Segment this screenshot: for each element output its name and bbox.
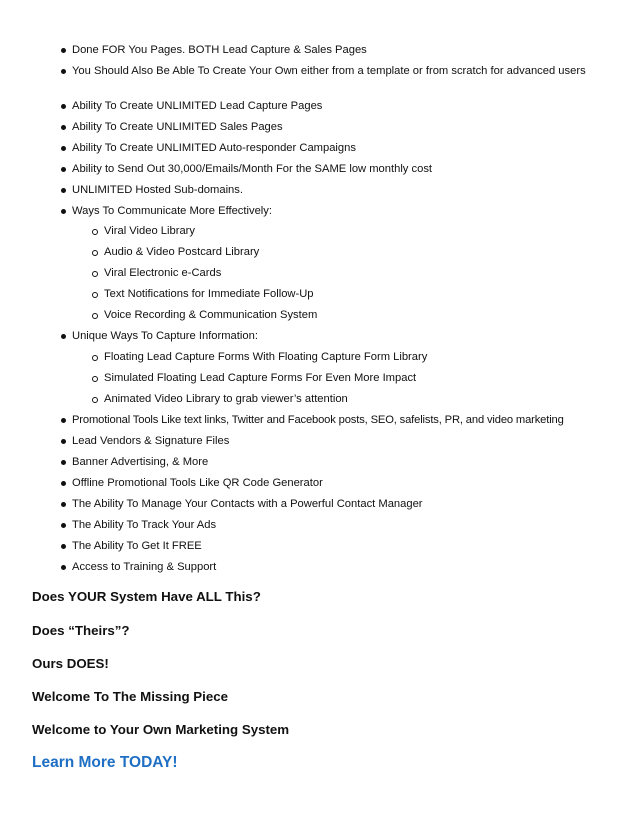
list-item: Promotional Tools Like text links, Twitter and Facebook posts, SEO, safelists, PR, and video marketing xyxy=(72,414,564,426)
bullet-icon xyxy=(61,146,66,151)
sub-list-item: Floating Lead Capture Forms With Floating Capture Form Library xyxy=(104,351,428,363)
list-item: Lead Vendors & Signature Files xyxy=(72,435,230,447)
list-item: UNLIMITED Hosted Sub-domains. xyxy=(72,184,243,196)
section-heading: Welcome to Your Own Marketing System xyxy=(32,722,290,737)
bullet-icon xyxy=(61,544,66,549)
list-item: Banner Advertising, & More xyxy=(72,456,209,468)
circle-bullet-icon xyxy=(92,313,98,319)
bullet-icon xyxy=(61,48,66,53)
sub-list-item: Simulated Floating Lead Capture Forms For Even More Impact xyxy=(104,372,417,384)
bullet-icon xyxy=(61,460,66,465)
circle-bullet-icon xyxy=(92,355,98,361)
learn-more-link[interactable]: Learn More TODAY! xyxy=(32,754,178,771)
sub-list-item: Voice Recording & Communication System xyxy=(104,309,318,321)
circle-bullet-icon xyxy=(92,250,98,256)
list-item: Access to Training & Support xyxy=(72,561,217,573)
bullet-icon xyxy=(61,565,66,570)
bullet-icon xyxy=(61,481,66,486)
bullet-icon xyxy=(61,334,66,339)
list-item: The Ability To Manage Your Contacts with a Powerful Contact Manager xyxy=(72,498,423,510)
section-heading: Welcome To The Missing Piece xyxy=(32,689,229,704)
sub-list-item: Viral Electronic e-Cards xyxy=(104,267,222,279)
list-item: Ability To Create UNLIMITED Sales Pages xyxy=(72,121,283,133)
bullet-icon xyxy=(61,418,66,423)
circle-bullet-icon xyxy=(92,376,98,382)
sub-list-item: Animated Video Library to grab viewer’s attention xyxy=(104,393,348,405)
bullet-icon xyxy=(61,502,66,507)
list-item: Unique Ways To Capture Information: xyxy=(72,330,258,342)
list-item: The Ability To Get It FREE xyxy=(72,540,202,552)
bullet-icon xyxy=(61,125,66,130)
circle-bullet-icon xyxy=(92,292,98,298)
bullet-icon xyxy=(61,209,66,214)
list-item: You Should Also Be Able To Create Your Own either from a template or from scratch for advanced users xyxy=(72,65,586,77)
section-heading: Does YOUR System Have ALL This? xyxy=(32,589,261,604)
circle-bullet-icon xyxy=(92,397,98,403)
sub-list-item: Text Notifications for Immediate Follow-Up xyxy=(104,288,314,300)
sub-list-item: Viral Video Library xyxy=(104,225,196,237)
list-item: Ability To Create UNLIMITED Lead Capture Pages xyxy=(72,100,323,112)
section-heading: Ours DOES! xyxy=(32,656,109,671)
list-item: Done FOR You Pages. BOTH Lead Capture & Sales Pages xyxy=(72,44,367,56)
section-heading: Does “Theirs”? xyxy=(32,623,130,638)
bullet-icon xyxy=(61,104,66,109)
bullet-icon xyxy=(61,523,66,528)
list-item: The Ability To Track Your Ads xyxy=(72,519,217,531)
bullet-icon xyxy=(61,439,66,444)
circle-bullet-icon xyxy=(92,271,98,277)
sub-list-item: Audio & Video Postcard Library xyxy=(104,246,260,258)
bullet-icon xyxy=(61,188,66,193)
list-item: Ways To Communicate More Effectively: xyxy=(72,205,272,217)
circle-bullet-icon xyxy=(92,229,98,235)
list-item: Ability to Send Out 30,000/Emails/Month For the SAME low monthly cost xyxy=(72,163,433,175)
list-item: Offline Promotional Tools Like QR Code Generator xyxy=(72,477,323,489)
list-item: Ability To Create UNLIMITED Auto-responder Campaigns xyxy=(72,142,356,154)
bullet-icon xyxy=(61,167,66,172)
